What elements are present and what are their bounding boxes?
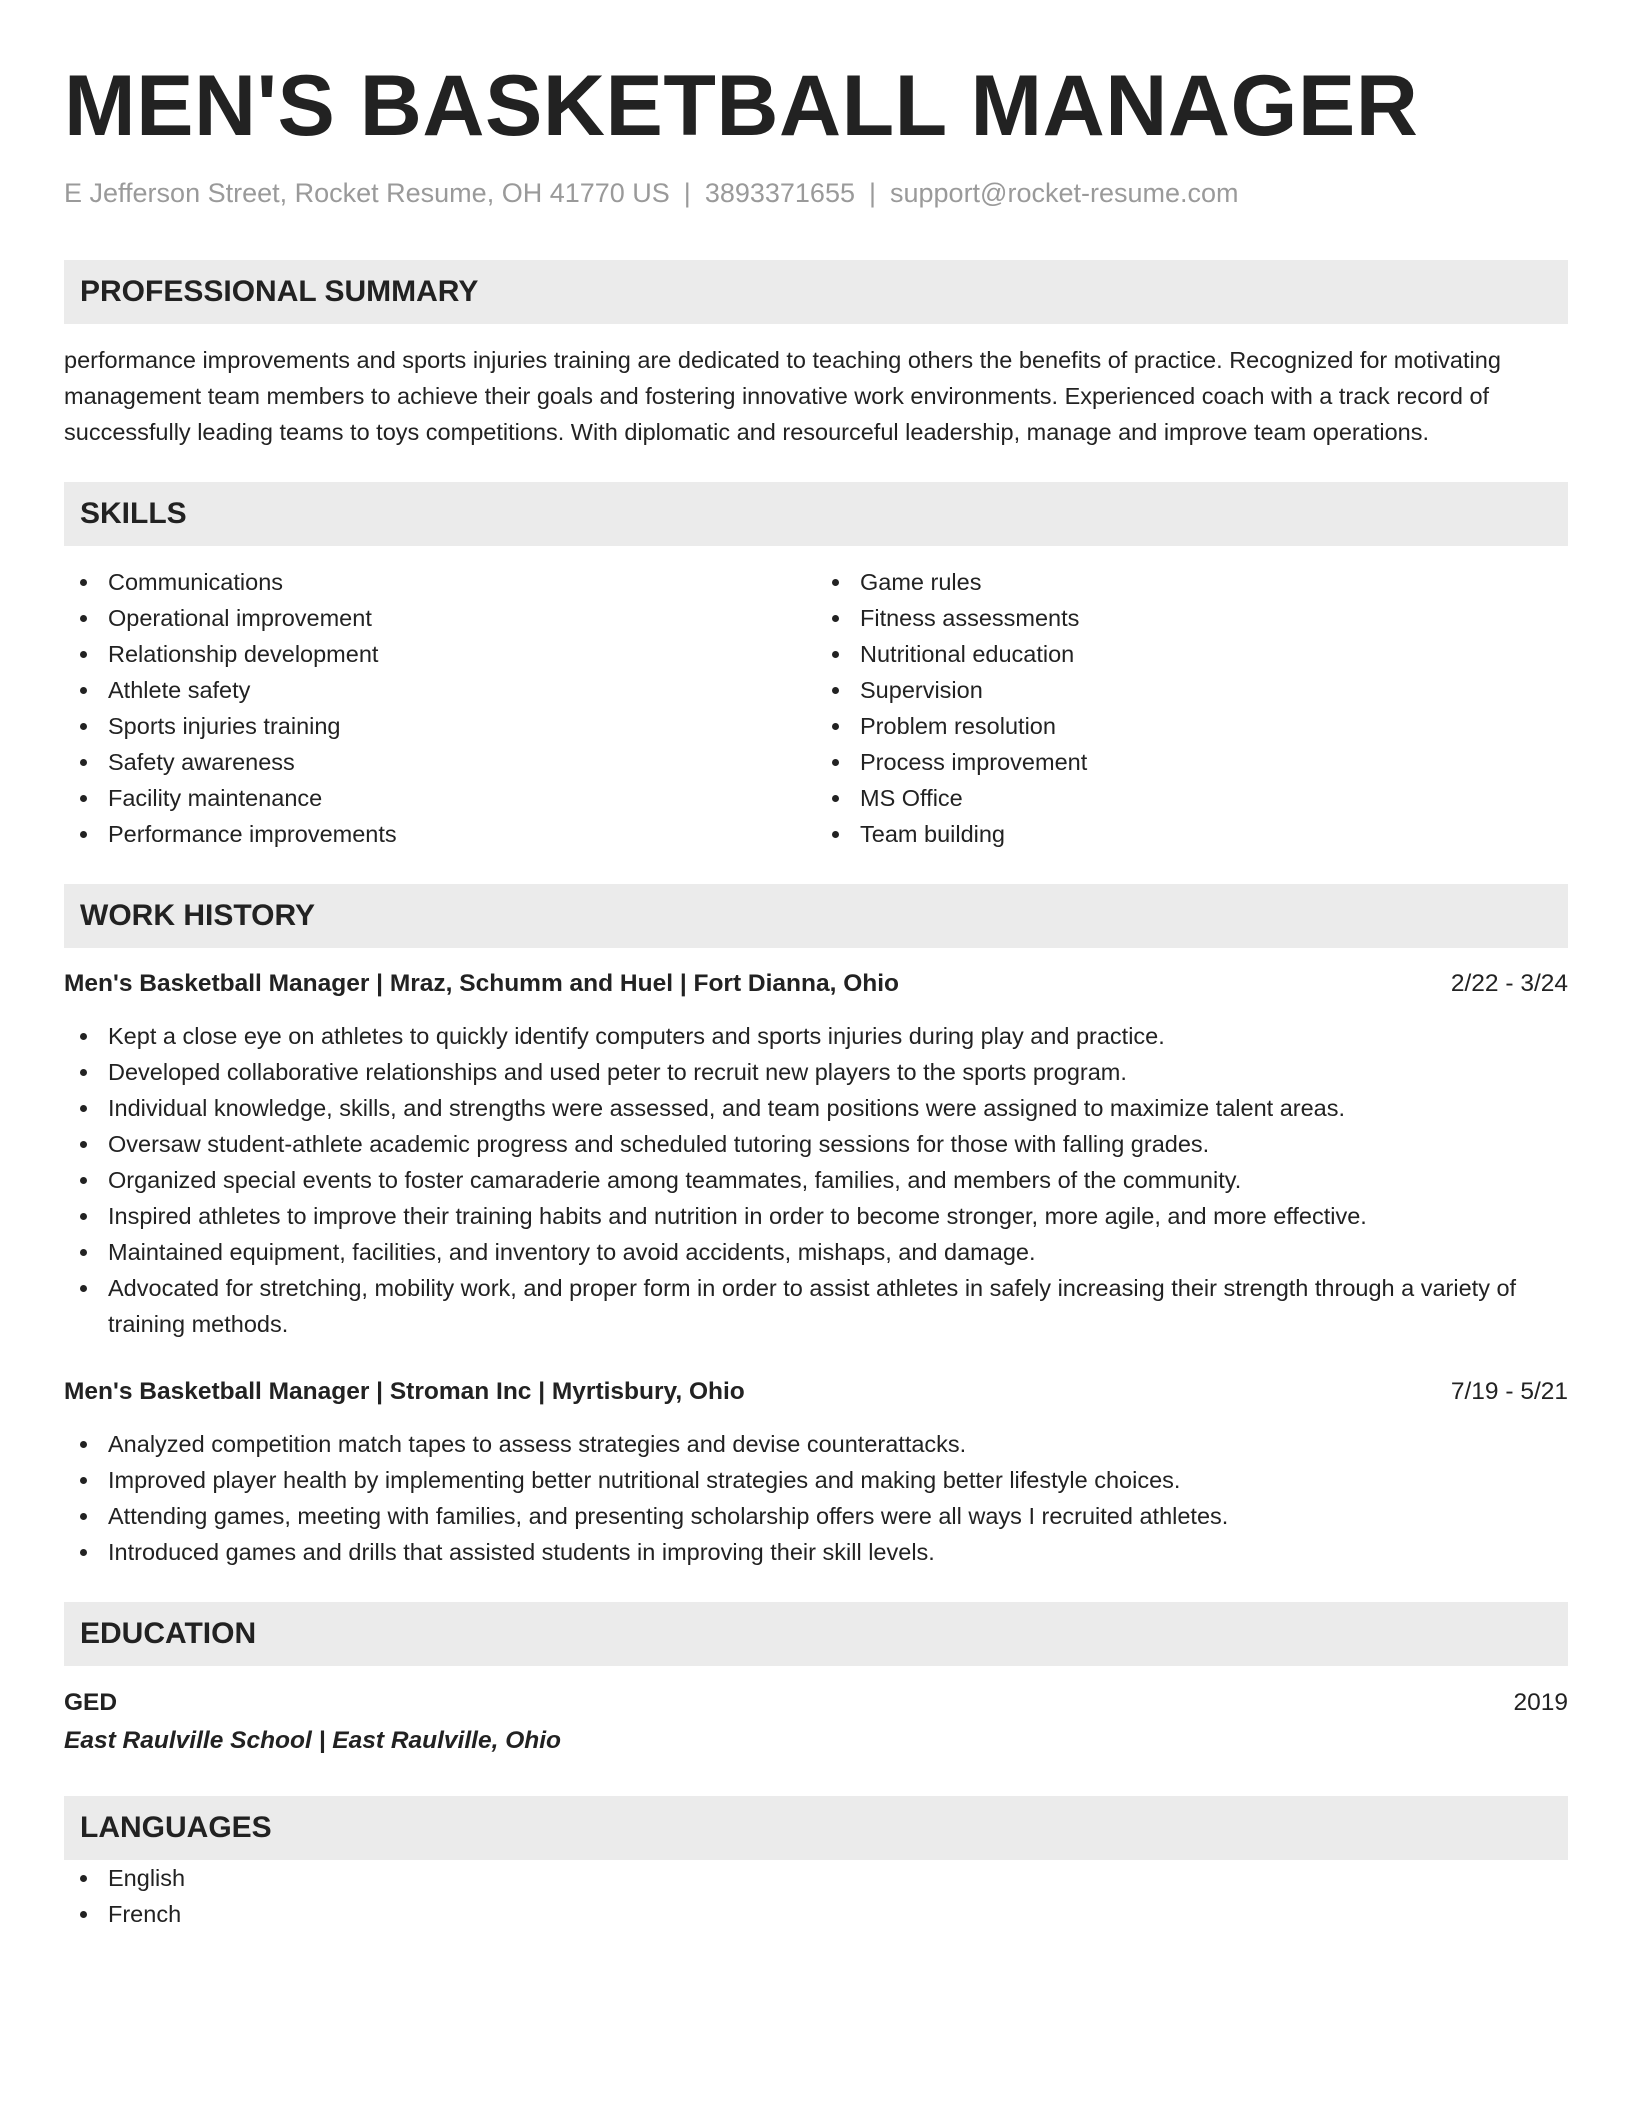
skills-column-right [816, 564, 1568, 852]
job-title: Men's Basketball Manager | Stroman Inc | Myrtisbury, Ohio [64, 1378, 745, 1405]
job-bullet: Improved player health by implementing better nutritional strategies and making better lifestyle choices. [64, 1462, 1568, 1498]
contact-separator: | [683, 178, 691, 208]
languages-list [64, 1860, 1568, 1932]
education-header [64, 1684, 1568, 1722]
skill-item: Relationship development [64, 636, 816, 672]
job-bullet: Advocated for stretching, mobility work, and proper form in order to assist athletes in safely increasing their strength through a variety of training methods. [64, 1270, 1568, 1342]
skill-item: Problem resolution [816, 708, 1568, 744]
job-bullet: Kept a close eye on athletes to quickly identify computers and sports injuries during play and practice. [64, 1018, 1568, 1054]
job-header [64, 966, 1568, 1002]
job-bullet: Organized special events to foster camaraderie among teammates, families, and members of the community. [64, 1162, 1568, 1198]
job-bullet: Analyzed competition match tapes to assess strategies and devise counterattacks. [64, 1426, 1568, 1462]
contact-address: E Jefferson Street, Rocket Resume, OH 41770 US [64, 178, 670, 208]
education-school: East Raulville School | East Raulville, Ohio [64, 1727, 561, 1754]
skills-column-left [64, 564, 816, 852]
job-dates: 2/22 - 3/24 [1450, 970, 1568, 997]
candidate-name: MEN'S BASKETBALL MANAGER [64, 58, 1419, 154]
job-entry [64, 966, 1568, 1342]
job-bullet: Developed collaborative relationships and used peter to recruit new players to the sports program. [64, 1054, 1568, 1090]
language-item: English [64, 1860, 1568, 1896]
section-header-skills: SKILLS [64, 482, 1568, 546]
skill-item: Communications [64, 564, 816, 600]
skill-item: Nutritional education [816, 636, 1568, 672]
section-header-languages: LANGUAGES [64, 1796, 1568, 1860]
contact-phone: 3893371655 [704, 178, 855, 208]
section-header-work-history: WORK HISTORY [64, 884, 1568, 948]
job-bullet: Inspired athletes to improve their training habits and nutrition in order to become stronger, more agile, and more effective. [64, 1198, 1568, 1234]
summary-text: performance improvements and sports injuries training are dedicated to teaching others the benefits of practice. Recognized for motivating management team members to achieve their goals and fostering innovative work environments. Experienced coach with a track record of successfully leading teams to toys competitions. With diplomatic and resourceful leadership, manage and improve team operations. [64, 347, 1501, 445]
skills-grid [64, 564, 1568, 852]
job-bullet: Attending games, meeting with families, and presenting scholarship offers were all ways I recruited athletes. [64, 1498, 1568, 1534]
skill-item: Team building [816, 816, 1568, 852]
contact-email[interactable]: support@rocket-resume.com [890, 178, 1239, 208]
skill-item: Operational improvement [64, 600, 816, 636]
job-bullet: Individual knowledge, skills, and strengths were assessed, and team positions were assigned to maximize talent areas. [64, 1090, 1568, 1126]
language-item: French [64, 1896, 1568, 1932]
education-degree: GED [64, 1689, 118, 1716]
skill-item: Facility maintenance [64, 780, 816, 816]
skill-item: Performance improvements [64, 816, 816, 852]
job-title: Men's Basketball Manager | Mraz, Schumm and Huel | Fort Dianna, Ohio [64, 970, 899, 997]
education-entry [64, 1684, 1568, 1760]
skill-item: Safety awareness [64, 744, 816, 780]
skill-item: Fitness assessments [816, 600, 1568, 636]
section-header-education: EDUCATION [64, 1602, 1568, 1666]
job-header [64, 1374, 1568, 1410]
skill-item: MS Office [816, 780, 1568, 816]
contact-line [64, 176, 1568, 210]
job-dates: 7/19 - 5/21 [1450, 1378, 1568, 1405]
job-bullets [64, 1426, 1568, 1570]
education-year: 2019 [1513, 1689, 1568, 1716]
skill-item: Game rules [816, 564, 1568, 600]
skill-item: Sports injuries training [64, 708, 816, 744]
skill-item: Process improvement [816, 744, 1568, 780]
job-entry [64, 1374, 1568, 1570]
skill-item: Athlete safety [64, 672, 816, 708]
section-header-summary: PROFESSIONAL SUMMARY [64, 260, 1568, 324]
job-bullet: Introduced games and drills that assisted students in improving their skill levels. [64, 1534, 1568, 1570]
job-bullet: Maintained equipment, facilities, and inventory to avoid accidents, mishaps, and damage. [64, 1234, 1568, 1270]
job-bullets [64, 1018, 1568, 1342]
contact-separator: | [868, 178, 876, 208]
job-bullet: Oversaw student-athlete academic progress and scheduled tutoring sessions for those with falling grades. [64, 1126, 1568, 1162]
skill-item: Supervision [816, 672, 1568, 708]
